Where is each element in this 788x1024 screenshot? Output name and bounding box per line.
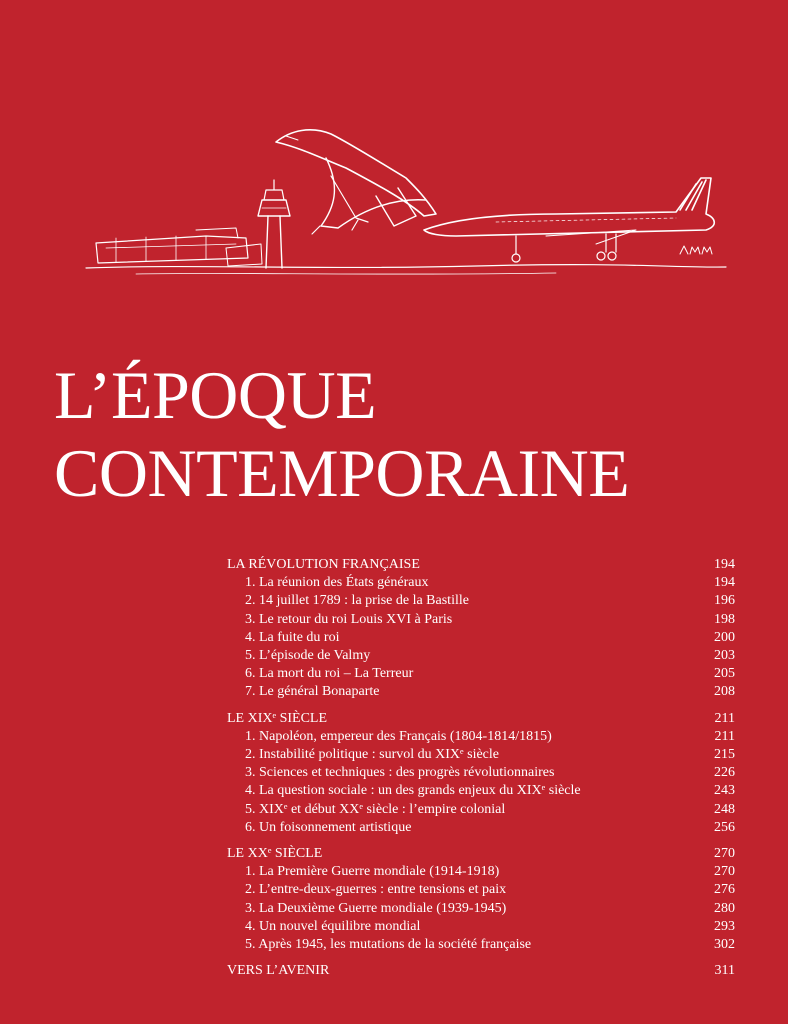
toc-part-row[interactable] [227, 556, 735, 574]
toc-chapter-title: 1. Napoléon, empereur des Français (1804-1814/1815) [245, 728, 552, 744]
toc-part-row[interactable] [227, 845, 735, 863]
toc-page-number: 211 [714, 710, 735, 726]
toc-part-title: LE XXᵉ SIÈCLE [227, 846, 323, 862]
toc-page-number: 208 [714, 684, 735, 700]
toc-page-number: 270 [714, 846, 735, 862]
toc-chapter-row[interactable] [227, 900, 735, 918]
toc-chapter-title: 3. Sciences et techniques : des progrès révolutionnaires [245, 765, 555, 781]
toc-chapter-row[interactable] [227, 918, 735, 936]
toc-page-number: 270 [714, 864, 735, 880]
toc-chapter-row[interactable] [227, 782, 735, 800]
toc-page-number: 311 [714, 963, 735, 979]
toc-chapter-title: 4. La fuite du roi [245, 629, 340, 645]
toc-chapter-row[interactable] [227, 936, 735, 954]
toc-chapter-title: 4. Un nouvel équilibre mondial [245, 918, 421, 934]
toc-section [227, 962, 735, 980]
toc-chapter-row[interactable] [227, 683, 735, 701]
toc-chapter-title: 7. Le général Bonaparte [245, 684, 380, 700]
toc-chapter-row[interactable] [227, 592, 735, 610]
toc-page-number: 276 [714, 882, 735, 898]
toc-page-number: 248 [714, 801, 735, 817]
toc-chapter-row[interactable] [227, 611, 735, 629]
toc-chapter-row[interactable] [227, 764, 735, 782]
toc-part-row[interactable] [227, 710, 735, 728]
toc-chapter-title: 5. XIXᵉ et début XXᵉ siècle : l’empire colonial [245, 801, 506, 817]
toc-chapter-row[interactable] [227, 629, 735, 647]
toc-page-number: 215 [714, 747, 735, 763]
toc-page-number: 280 [714, 900, 735, 916]
toc-chapter-row[interactable] [227, 647, 735, 665]
toc-part-title: LA RÉVOLUTION FRANÇAISE [227, 557, 420, 572]
toc-chapter-title: 2. L’entre-deux-guerres : entre tensions et paix [245, 882, 507, 898]
toc-page-number: 198 [714, 611, 735, 627]
toc-page-number: 293 [714, 918, 735, 934]
toc-chapter-row[interactable] [227, 728, 735, 746]
toc-chapter-row[interactable] [227, 574, 735, 592]
toc-section [227, 710, 735, 837]
toc-chapter-row[interactable] [227, 746, 735, 764]
table-of-contents [227, 556, 735, 988]
toc-chapter-title: 2. Instabilité politique : survol du XIXᵉ siècle [245, 747, 499, 763]
toc-chapter-title: 6. Un foisonnement artistique [245, 819, 412, 835]
toc-chapter-title: 5. Après 1945, les mutations de la société française [245, 937, 532, 953]
toc-part-title: LE XIXᵉ SIÈCLE [227, 710, 328, 726]
toc-chapter-title: 6. La mort du roi – La Terreur [245, 666, 414, 682]
toc-page-number: 194 [714, 557, 735, 572]
toc-part-row[interactable] [227, 962, 735, 980]
toc-chapter-row[interactable] [227, 801, 735, 819]
toc-section [227, 556, 735, 702]
toc-page-number: 226 [714, 765, 735, 781]
toc-page-number: 203 [714, 648, 735, 664]
toc-chapter-title: 2. 14 juillet 1789 : la prise de la Bastille [245, 593, 469, 609]
page-title [54, 356, 629, 512]
toc-section [227, 845, 735, 954]
toc-page-number: 302 [714, 937, 735, 953]
toc-chapter-row[interactable] [227, 863, 735, 881]
toc-page-number: 256 [714, 819, 735, 835]
toc-page-number: 196 [714, 593, 735, 609]
toc-page-number: 211 [714, 728, 735, 744]
toc-chapter-title: 3. Le retour du roi Louis XVI à Paris [245, 611, 453, 627]
title-line-1: L’ÉPOQUE [54, 357, 377, 433]
toc-chapter-row[interactable] [227, 881, 735, 899]
toc-chapter-row[interactable] [227, 819, 735, 837]
toc-page-number: 194 [714, 575, 735, 591]
toc-page-number: 205 [714, 666, 735, 682]
concorde-airport-illustration [76, 118, 736, 288]
title-line-2: CONTEMPORAINE [54, 435, 630, 511]
toc-page-number: 200 [714, 629, 735, 645]
toc-chapter-title: 1. La réunion des États généraux [245, 575, 429, 591]
toc-chapter-title: 1. La Première Guerre mondiale (1914-1918) [245, 864, 500, 880]
toc-part-title: VERS L’AVENIR [227, 963, 330, 979]
toc-page-number: 243 [714, 783, 735, 799]
toc-chapter-title: 4. La question sociale : un des grands enjeux du XIXᵉ siècle [245, 783, 581, 799]
toc-chapter-title: 3. La Deuxième Guerre mondiale (1939-1945) [245, 900, 507, 916]
toc-chapter-title: 5. L’épisode de Valmy [245, 648, 371, 664]
toc-chapter-row[interactable] [227, 665, 735, 683]
